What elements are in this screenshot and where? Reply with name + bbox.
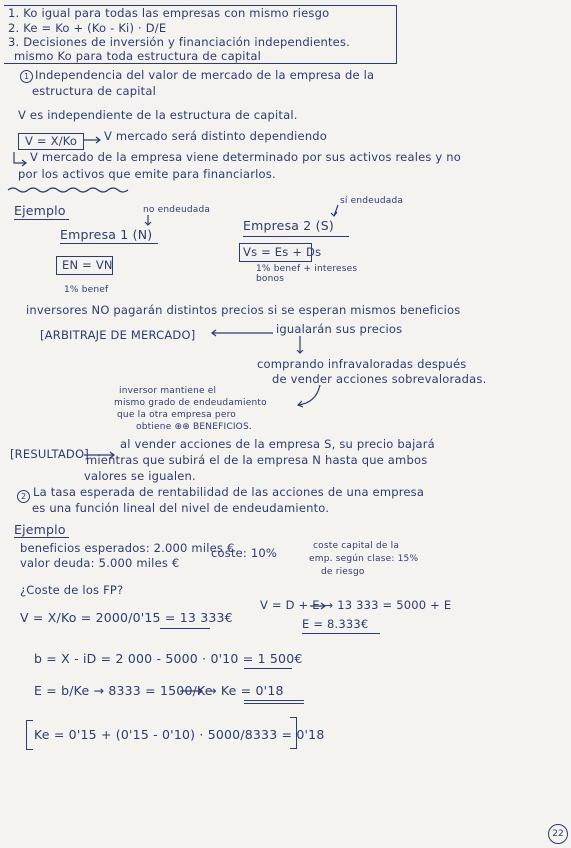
example-1-heading: Ejemplo xyxy=(14,203,66,218)
coste-capital-c: de riesgo xyxy=(321,567,365,577)
coste-capital-b: emp. según clase: 15% xyxy=(309,554,419,564)
point-1-line-b: estructura de capital xyxy=(32,84,156,98)
calc-b: b = X - iD = 2 000 - 5000 · 0'10 = 1 500€ xyxy=(34,651,303,666)
beneficios-esperados: beneficios esperados: 2.000 miles € xyxy=(20,541,235,555)
empresa-2-title: Empresa 2 (S) xyxy=(243,218,334,233)
igualaran-text: igualarán sus precios xyxy=(276,322,403,336)
note-line-1: 1. Ko igual para todas las empresas con mismo riesgo xyxy=(8,6,330,20)
benef-empresa-1: 1% benef xyxy=(64,285,109,295)
point-2-line-b: es una función lineal del nivel de endeudamiento. xyxy=(32,501,330,515)
si-endeudada-label: sí endeudada xyxy=(340,196,404,206)
arrow-to-arbitraje xyxy=(212,330,273,336)
page-number: 22 xyxy=(548,824,568,844)
vs-formula: Vs = Es + Ds xyxy=(243,245,322,259)
inversor-line-b: mismo grado de endeudamiento xyxy=(114,398,267,408)
note-line-2: 2. Ke = Ko + (Ko - Ki) · D/E xyxy=(8,21,167,35)
comprando-line-b: de vender acciones sobrevaloradas. xyxy=(272,372,487,386)
final-ke-formula: Ke = 0'15 + (0'15 - 0'10) · 5000/8333 = 0'18 xyxy=(34,727,325,742)
inversores-line: inversores NO pagarán distintos precios si se esperan mismos beneficios xyxy=(26,303,461,317)
note-line-3: 3. Decisiones de inversión y financiación independientes. xyxy=(8,35,351,49)
point-1-line-a: Independencia del valor de mercado de la empresa de la xyxy=(35,68,375,82)
point-2-marker: 2 xyxy=(17,490,30,503)
resultado-line-a: al vender acciones de la empresa S, su precio bajará xyxy=(120,437,435,451)
arrow-ke-calc xyxy=(180,688,202,694)
note-line-4: mismo Ko para toda estructura de capital xyxy=(14,49,262,63)
arbitraje-label: [ARBITRAJE DE MERCADO] xyxy=(40,328,196,342)
benef-empresa-2: 1% benef + intereses bonos xyxy=(256,264,358,284)
example-2-heading: Ejemplo xyxy=(14,522,66,537)
v-formula: V = X/Ko xyxy=(25,134,78,148)
coste-capital-a: coste capital de la xyxy=(313,541,400,551)
inversor-line-a: inversor mantiene el xyxy=(119,386,217,396)
point-1-marker: 1 xyxy=(20,70,33,83)
squiggle-separator xyxy=(8,188,128,192)
inversor-line-d: obtiene ⊕⊕ BENEFICIOS. xyxy=(136,422,252,432)
resultado-line-b: mientras que subirá el de la empresa N hasta que ambos xyxy=(86,453,428,467)
no-endeudada-label: no endeudada xyxy=(143,205,211,215)
resultado-line-c: valores se igualen. xyxy=(84,469,196,483)
arrow-n-down xyxy=(145,215,151,225)
arrow-resultado xyxy=(84,452,114,458)
arrow-igualan-down xyxy=(297,336,303,353)
empresa-1-title: Empresa 1 (N) xyxy=(60,227,153,242)
calc-ke: → Ke = 0'18 xyxy=(206,683,284,698)
v-market-dependency: V mercado será distinto dependiendo xyxy=(104,129,328,143)
en-vn-formula: EN = VN xyxy=(62,258,113,272)
calc-v-d-e: V = D + E → 13 333 = 5000 + E xyxy=(260,598,452,612)
v-market-line-b: por los activos que emite para financiarlos. xyxy=(18,167,276,181)
arrow-hook-vm xyxy=(14,152,26,166)
v-market-line-a: V mercado de la empresa viene determinado por sus activos reales y no xyxy=(30,150,462,164)
arrow-vde xyxy=(310,603,325,609)
calc-e: E = 8.333€ xyxy=(302,617,369,631)
valor-deuda: valor deuda: 5.000 miles € xyxy=(20,556,180,570)
resultado-label: [RESULTADO] xyxy=(10,447,89,461)
v-independent-line: V es independiente de la estructura de capital. xyxy=(18,108,298,122)
coste-deuda: coste: 10% xyxy=(211,546,278,560)
question-fp: ¿Coste de los FP? xyxy=(20,583,124,597)
arrow-curve-inversor xyxy=(298,385,320,407)
arrow-s-down xyxy=(331,205,338,216)
calc-v: V = X/Ko = 2000/0'15 = 13 333€ xyxy=(20,610,233,625)
calc-e-ke: E = b/Ke → 8333 = 1500/Ke xyxy=(34,683,213,698)
point-2-line-a: La tasa esperada de rentabilidad de las acciones de una empresa xyxy=(33,485,425,499)
inversor-line-c: que la otra empresa pero xyxy=(117,410,236,420)
arrow-v-market xyxy=(84,137,100,143)
comprando-line-a: comprando infravaloradas después xyxy=(257,357,467,371)
